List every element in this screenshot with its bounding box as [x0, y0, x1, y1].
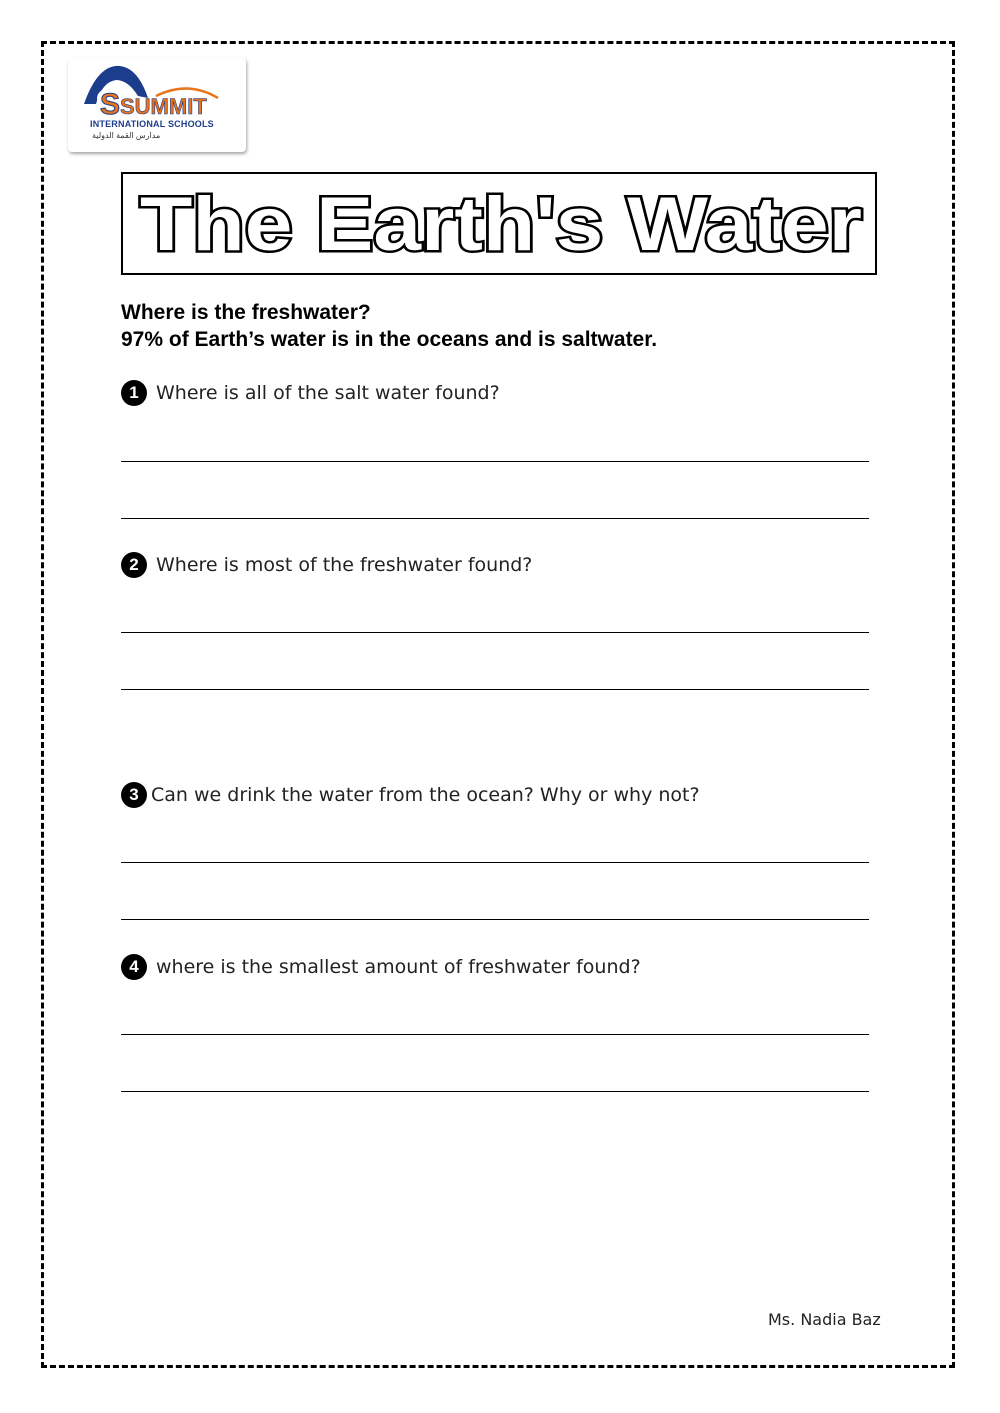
question-1 — [121, 380, 500, 406]
logo-letter-s: S — [100, 88, 121, 121]
intro-question: Where is the freshwater? — [121, 301, 371, 324]
title-banner — [121, 172, 877, 275]
question-text: Where is all of the salt water found? — [156, 382, 500, 404]
answer-line[interactable] — [121, 862, 869, 863]
question-3 — [121, 782, 700, 808]
answer-line[interactable] — [121, 518, 869, 519]
question-number-badge: 2 — [121, 552, 147, 578]
intro-fact: 97% of Earth’s water is in the oceans and is saltwater. — [121, 328, 658, 351]
logo-word: SUMMIT — [120, 94, 207, 119]
question-number-badge: 4 — [121, 954, 147, 980]
question-text: Where is most of the freshwater found? — [156, 554, 533, 576]
teacher-signature: Ms. Nadia Baz — [768, 1310, 881, 1329]
question-number-badge: 1 — [121, 380, 147, 406]
logo-arabic-text: مدارس القمة الدولية — [92, 131, 161, 140]
answer-line[interactable] — [121, 1091, 869, 1092]
question-2 — [121, 552, 532, 578]
answer-line[interactable] — [121, 632, 869, 633]
page-title: The Earth's Water — [140, 182, 862, 267]
question-text: where is the smallest amount of freshwater found? — [156, 956, 641, 978]
answer-line[interactable] — [121, 919, 869, 920]
question-number-badge: 3 — [121, 782, 147, 808]
logo-subtitle: INTERNATIONAL SCHOOLS — [90, 119, 214, 129]
question-text: Can we drink the water from the ocean? Why or why not? — [151, 784, 700, 806]
school-logo — [68, 58, 246, 152]
question-4 — [121, 954, 641, 980]
answer-line[interactable] — [121, 1034, 869, 1035]
answer-line[interactable] — [121, 461, 869, 462]
answer-line[interactable] — [121, 689, 869, 690]
intro-text — [121, 299, 657, 353]
